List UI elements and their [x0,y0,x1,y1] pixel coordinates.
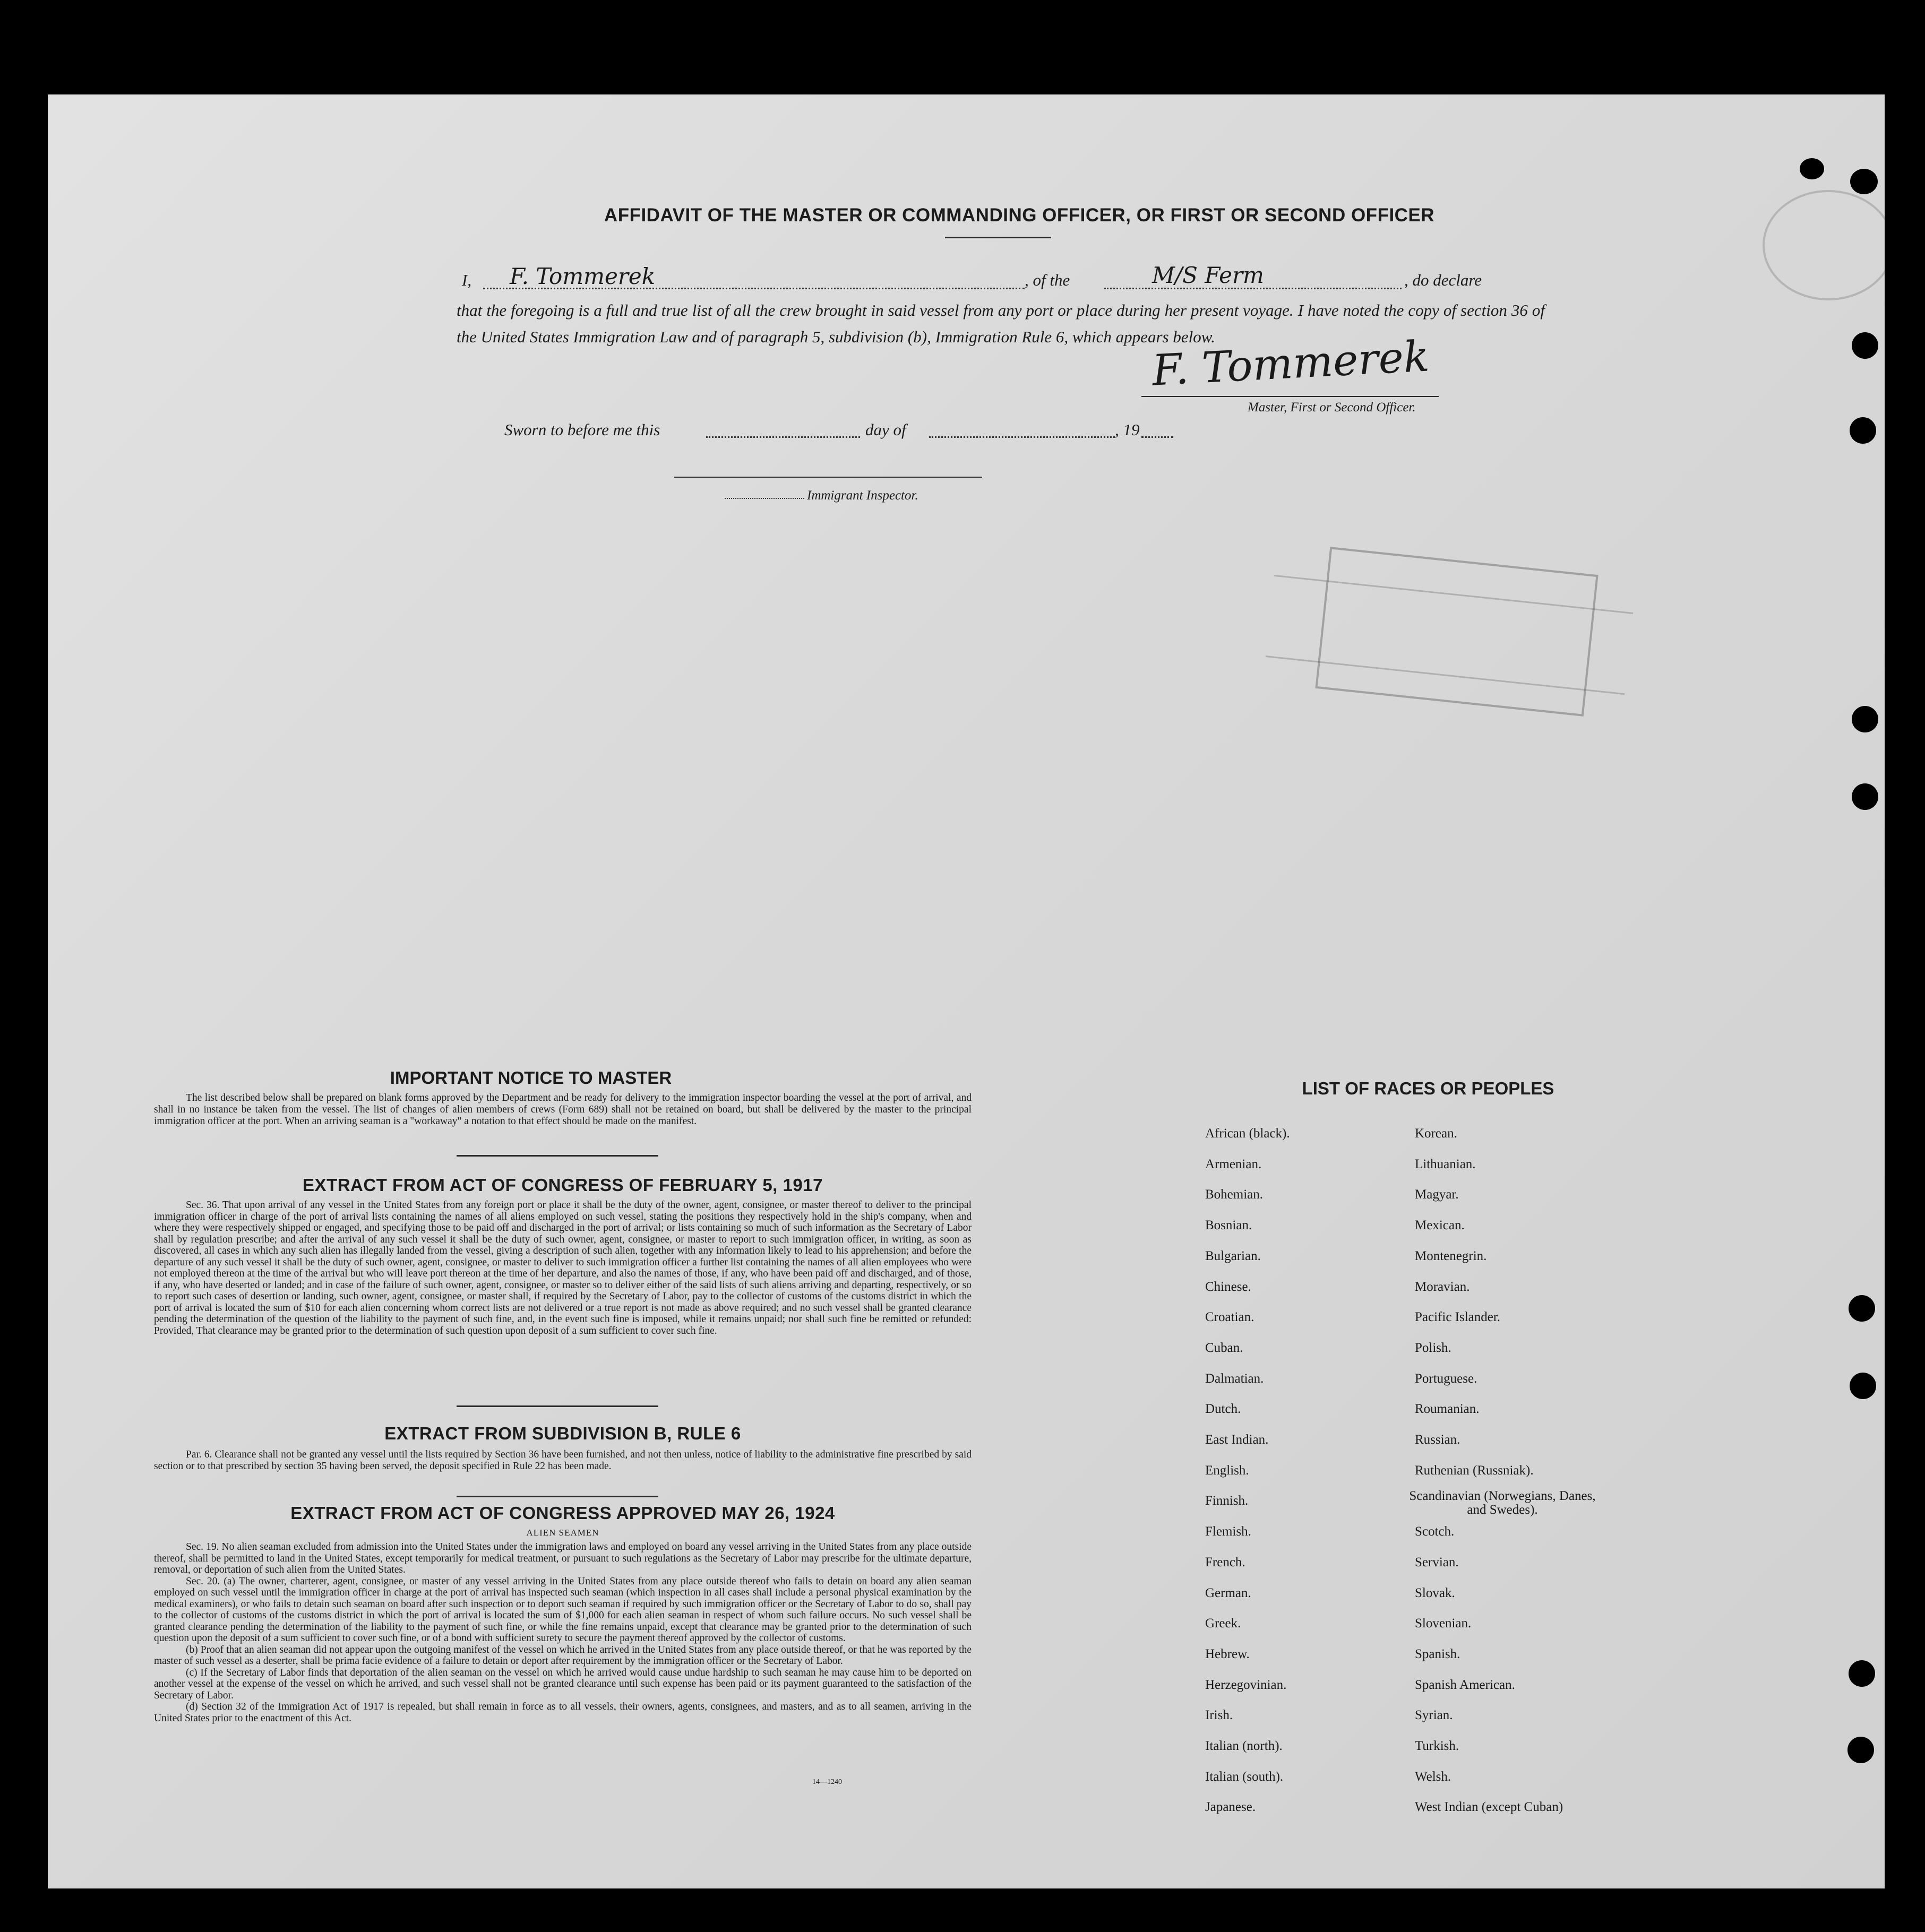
race-item: German. [1205,1585,1251,1600]
race-item: Slovak. [1415,1585,1455,1600]
divider [457,1405,658,1407]
race-item: Russian. [1415,1433,1460,1447]
race-item: Slovenian. [1415,1616,1472,1631]
form-number: 14—1240 [812,1778,842,1786]
race-item: Spanish. [1415,1646,1460,1661]
race-item: Montenegrin. [1415,1248,1487,1263]
race-item: French. [1205,1555,1245,1569]
race-item: Turkish. [1415,1739,1459,1753]
day-blank [706,436,860,438]
i-label: I, [462,271,472,289]
year-blank [1141,436,1173,438]
punch-hole [1850,417,1876,444]
race-item: Irish. [1205,1708,1233,1723]
punch-hole [1852,706,1878,732]
race-item: Mexican. [1415,1218,1465,1233]
do-declare-label: , do declare [1404,271,1482,289]
title-rule [945,237,1051,238]
sec-20c-text: (c) If the Secretary of Labor finds that deportation of the alien seaman on the vessel on which he arrived would cause undue hardship to such seaman he may cause him to be deported on another vessel at the expense of the vessel on which he arrived, and such vessel shall not be granted clearance until such expense has been paid or its payment guaranteed to the satisfaction of the Secretary of Labor. [154,1667,972,1701]
punch-hole [1849,1295,1875,1322]
declarant-name: F. Tommerek [510,263,656,289]
race-item: Scotch. [1415,1524,1455,1539]
signature-line [1141,396,1439,397]
race-item: Syrian. [1415,1708,1453,1723]
race-item: Polish. [1415,1340,1451,1355]
punch-hole [1852,332,1878,359]
extract-1917-body [154,1200,972,1336]
punch-hole [1800,158,1824,179]
inspector-signature-line [674,477,982,478]
sworn-prefix: Sworn to before me this [504,420,660,439]
race-item: Flemish. [1205,1524,1251,1539]
rule-6-body [154,1449,972,1472]
of-the-label: , of the [1025,271,1070,289]
divider [457,1155,658,1157]
race-item: Italian (south). [1205,1769,1284,1784]
race-item: Welsh. [1415,1769,1451,1784]
race-item: Italian (north). [1205,1739,1283,1753]
race-item: Bohemian. [1205,1187,1264,1202]
month-blank [929,436,1115,438]
race-item: Lithuanian. [1415,1157,1476,1171]
punch-hole [1852,783,1878,810]
race-item: Croatian. [1205,1310,1254,1325]
inspector-label: Immigrant Inspector. [807,488,918,503]
year-prefix: , 19 [1115,420,1140,439]
notice-title: IMPORTANT NOTICE TO MASTER [390,1068,672,1088]
race-item: Herzegovinian. [1205,1677,1287,1692]
race-item: Korean. [1415,1126,1457,1141]
race-item: Finnish. [1205,1494,1249,1508]
alien-seamen-subtitle: ALIEN SEAMEN [526,1528,599,1538]
race-item: Spanish American. [1415,1677,1515,1692]
sec-19-text: Sec. 19. No alien seaman excluded from admission into the United States under the immigration laws and employed on board any vessel arriving in the United States from any place outside thereof, shall be permitted to land in the United States, except temporarily for medical treatment, or pursuant to such regulations as the Secretary of Labor may prescribe for the ultimate departure, removal, or deportation of such alien from the United States. [154,1541,972,1575]
extract-1924-title: EXTRACT FROM ACT OF CONGRESS APPROVED MAY 26, 1924 [290,1503,835,1523]
race-item: East Indian. [1205,1433,1269,1447]
inspector-dots [725,498,804,499]
affidavit-text: that the foregoing is a full and true list of all the crew brought in said vessel from any port or place during her present voyage. I have noted the copy of section 36 of the United States Immigration Law and of paragraph 5, subdivision (b), Immigration Rule 6, which appears below. [457,301,1545,346]
race-item: Moravian. [1415,1279,1470,1294]
sec-20a-text: Sec. 20. (a) The owner, charterer, agent, consignee, or master of any vessel arriving in the United States from any place outside thereof who fails to detain on board any alien seaman employed on such vessel until the immigration officer in charge at the port of arrival has inspected such seaman (which inspection in all cases shall include a personal physical examination by the medical examiners), or who fails to detain such seaman on board after such inspection or to deport such seaman if required by such immigration officer or the Secretary of Labor to do so, shall pay to the collector of customs of the customs district in which the port of arrival is located the sum of $1,000 for each alien seaman in respect of whom such failure occurs. No such vessel shall be granted clearance pending the determination of the liability to the payment of such fine, or while the fine remains unpaid, except that clearance may be granted prior to the determination of such question upon the deposit of a sum sufficient to cover such fine, or of a bond with sufficient surety to secure the payment thereof approved by the collector of customs. [154,1575,972,1644]
race-item: Bulgarian. [1205,1248,1261,1263]
races-title: LIST OF RACES OR PEOPLES [1302,1079,1554,1098]
affidavit-title: AFFIDAVIT OF THE MASTER OR COMMANDING OFFICER, OR FIRST OR SECOND OFFICER [604,205,1435,226]
race-item: Pacific Islander. [1415,1310,1501,1325]
extract-1924-body [154,1541,972,1724]
race-item: Servian. [1415,1555,1459,1569]
race-item: African (black). [1205,1126,1290,1141]
vessel-line [1104,288,1402,289]
rule-6-title: EXTRACT FROM SUBDIVISION B, RULE 6 [384,1424,741,1443]
punch-hole [1850,1373,1876,1399]
race-item: Chinese. [1205,1279,1251,1294]
race-item: Armenian. [1205,1157,1262,1171]
notice-body: The list described below shall be prepared on blank forms approved by the Department and be ready for delivery to the immigration inspector boarding the vessel at the port of arrival, and shall in no instance be taken from the vessel. The list of changes of alien members of crews (Form 689) shall not be retained on board, but shall be delivered by the master to the principal immigration officer at the port. When an arriving seaman is a "workaway" a notation to that effect should be made on the manifest. [154,1092,972,1127]
signature-role-label: Master, First or Second Officer. [1248,400,1416,415]
race-item: Dalmatian. [1205,1371,1264,1386]
sec-20d-text: (d) Section 32 of the Immigration Act of 1917 is repealed, but shall remain in force as to all vessels, their owners, agents, consignees, and masters, and as to all seamen, arriving in the United States prior to the enactment of this Act. [154,1701,972,1724]
handwritten-signature: F. Tommerek [1150,331,1431,395]
race-item: English. [1205,1463,1249,1478]
document-page [48,94,1885,1888]
race-item: Magyar. [1415,1187,1459,1202]
punch-hole [1850,169,1878,194]
race-item: Roumanian. [1415,1402,1480,1417]
race-item: Greek. [1205,1616,1241,1631]
sec-20b-text: (b) Proof that an alien seaman did not appear upon the outgoing manifest of the vessel on which he arrived in the United States from any place outside thereof, or that he was reported by the master of such vessel as a deserter, shall be prima facie evidence of a failure to detain or deport after requirement by the immigration officer or the Secretary of Labor. [154,1644,972,1667]
faded-seal-stamp [1763,190,1885,300]
vessel-name: M/S Ferm [1152,262,1264,288]
section-36-text: Sec. 36. That upon arrival of any vessel in the United States from any foreign port or place it shall be the duty of the owner, agent, consignee, or master thereof to deliver to the principal immigration officer in charge of the port of arrival lists containing the names of all aliens employed on such vessel, stating the positions they respectively hold in the ship's company, when and where they were respectively shipped or engaged, and specifying those to be paid off and discharged in the port of arrival; or lists containing so much of such information as the Secretary of Labor shall by regulation prescribe; and after the arrival of any such vessel it shall be the duty of such owner, agent, consignee, or master to report to such immigration officer, in writing, as soon as discovered, all cases in which any such alien has illegally landed from the vessel, giving a description of such alien, together with any information likely to lead to his apprehension; and before the departure of any such vessel it shall be the duty of such owner, agent, consignee, or master to deliver to such immigration officer a further list containing the names of all alien employees who were not employed thereon at the time of the arrival but who will leave port thereon at the time of her departure, and also the names of those, if any, who have been paid off and discharged, and of those, if any, who have deserted or landed; and in case of the failure of such owner, agent, consignee, or master so to deliver either of the said lists of such aliens arriving and departing, respectively, or so to report such cases of desertion or landing, such owner, agent, consignee, or master shall, if required by the Secretary of Labor, pay to the collector of customs of the customs district in which the port of arrival is located the sum of $10 for each alien concerning whom correct lists are not delivered or a true report is not made as above required; and no such vessel shall be granted clearance pending the determination of the question of the liability to the payment of such fine, and, in the event such fine is imposed, while it remains unpaid; nor shall such fine be remitted or refunded: Provided, That clearance may be granted prior to the determination of such question upon deposit of a sum sufficient to cover such fine. [154,1200,972,1336]
day-of-label: day of [865,420,906,439]
race-item: Scandinavian (Norwegians, Danes, and Swedes). [1409,1489,1596,1517]
race-item: West Indian (except Cuban) [1415,1800,1563,1815]
declarant-line [483,288,1025,289]
divider [457,1496,658,1497]
affidavit-declaration-line [462,262,1550,295]
race-item: Portuguese. [1415,1371,1477,1386]
race-item: Dutch. [1205,1402,1241,1417]
race-item: Hebrew. [1205,1646,1250,1661]
race-item: Cuban. [1205,1340,1243,1355]
race-item: Bosnian. [1205,1218,1252,1233]
extract-1917-title: EXTRACT FROM ACT OF CONGRESS OF FEBRUARY 5, 1917 [303,1175,823,1195]
par-6-text: Par. 6. Clearance shall not be granted any vessel until the lists required by Section 36 have been furnished, and not then unless, notice of liability to the administrative fine prescribed by said section or to that prescribed by section 35 having been served, the deposit specified in Rule 22 has been made. [154,1449,972,1472]
race-item: Ruthenian (Russniak). [1415,1463,1534,1478]
punch-hole [1847,1737,1874,1763]
punch-hole [1849,1660,1875,1687]
race-item: Japanese. [1205,1800,1256,1815]
